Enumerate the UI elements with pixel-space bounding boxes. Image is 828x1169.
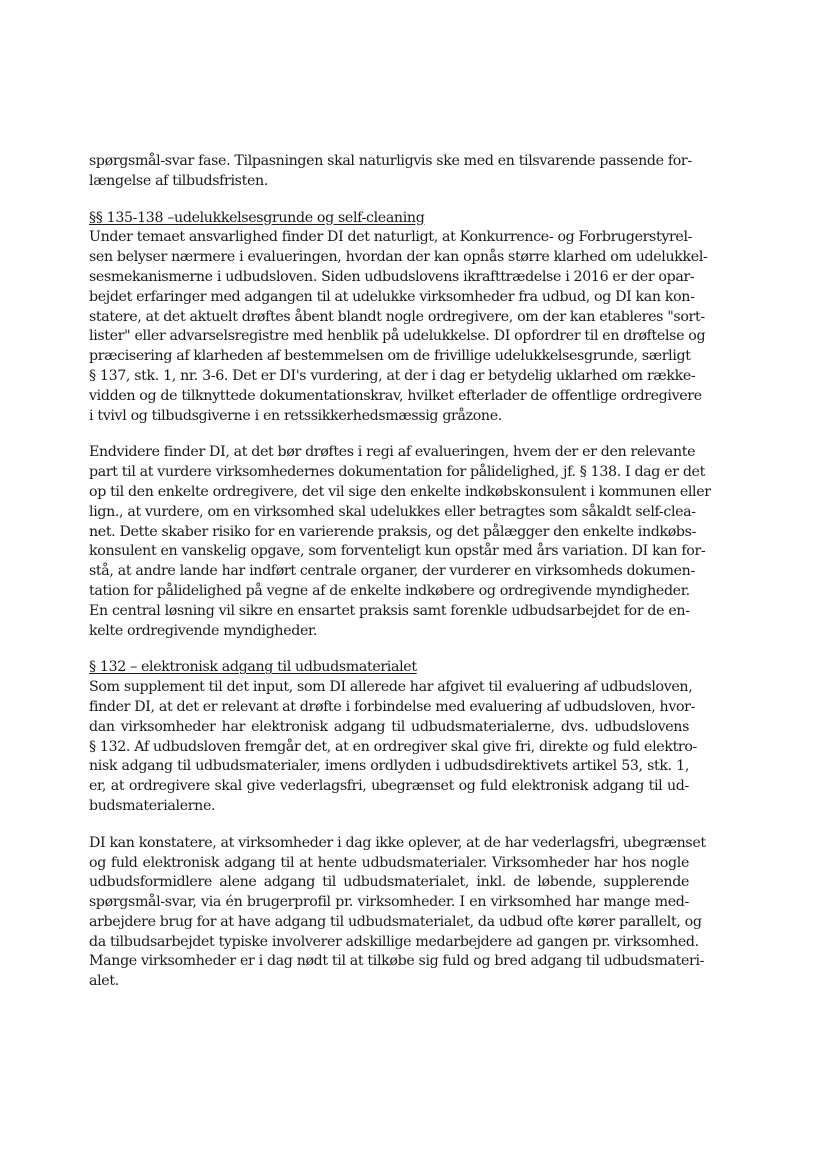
- text-line: Endvidere finder DI, at det bør drøftes i regi af evalueringen, hvem der er den relevante: [89, 444, 696, 461]
- text-line: da tilbudsarbejdet typiske involverer adskillige medarbejdere ad gangen pr. virksomhed.: [89, 933, 699, 950]
- text-line: i tvivl og tilbudsgiverne i en retssikkerhedsmæssig gråzone.: [89, 407, 502, 424]
- text-line: Under temaet ansvarlighed finder DI det naturligt, at Konkurrence- og Forbrugerstyrel-: [89, 229, 693, 246]
- text-line: kelte ordregivende myndigheder.: [89, 622, 318, 639]
- text-line: alet.: [89, 973, 119, 990]
- text-line: er, at ordregivere skal give vederlagsfri, ubegrænset og fuld elektronisk adgang til ud-: [89, 778, 689, 795]
- section-1-paragraph-1: [89, 228, 708, 426]
- text-line: § 137, stk. 1, nr. 3-6. Det er DI's vurdering, at der i dag er betydelig uklarhed om række-: [89, 367, 696, 384]
- text-line: præcisering af klarheden af bestemmelsen om de frivillige udelukkelsesgrunde, særligt: [89, 348, 691, 365]
- text-line: og fuld elektronisk adgang til at hente udbudsmaterialer. Virksomheder har hos nogle: [89, 854, 689, 871]
- text-line: arbejdere brug for at have adgang til udbudsmaterialet, da udbud ofte kører parallelt, og: [89, 913, 702, 930]
- section-heading-elektronisk-adgang: § 132 – elektronisk adgang til udbudsmaterialet: [89, 659, 417, 676]
- text-line: En central løsning vil sikre en ensartet praksis samt forenkle udbudsarbejdet for de en-: [89, 602, 690, 619]
- text-line: Mange virksomheder er i dag nødt til at tilkøbe sig fuld og bred adgang til udbudsmateri-: [89, 953, 705, 970]
- text-line: finder DI, at det er relevant at drøfte i forbindelse med evaluering af udbudsloven, hvor-: [89, 698, 696, 715]
- text-line: spørgsmål-svar fase. Tilpasningen skal naturligvis ske med en tilsvarende passende for-: [89, 153, 692, 169]
- text-line: statere, at det aktuelt drøftes åbent blandt nogle ordregivere, om der kan etableres "sort-: [89, 308, 705, 325]
- text-line: § 132. Af udbudsloven fremgår det, at en ordregiver skal give fri, direkte og fuld elektro-: [89, 738, 697, 755]
- text-line: net. Dette skaber risiko for en varierende praksis, og det pålægger den enkelte indkøbs-: [89, 523, 697, 540]
- text-line: Som supplement til det input, som DI allerede har afgivet til evaluering af udbudsloven,: [89, 679, 693, 696]
- text-line: sen belyser nærmere i evalueringen, hvordan der kan opnås større klarhed om udelukkel-: [89, 249, 708, 266]
- document-page: [89, 152, 711, 992]
- text-line: lign., at vurdere, om en virksomhed skal udelukkes eller betragtes som såkaldt self-clea-: [89, 503, 696, 520]
- section-2-paragraph-2: [89, 834, 706, 992]
- text-line: dan virksomheder har elektronisk adgang til udbudsmaterialerne, dvs. udbudslovens: [89, 718, 689, 735]
- text-line: tation for pålidelighed på vegne af de enkelte indkøbere og ordregivende myndigheder.: [89, 582, 690, 599]
- intro-paragraph: [89, 152, 692, 192]
- text-line: DI kan konstatere, at virksomheder i dag ikke oplever, at de har vederlagsfri, ubegrænset: [89, 834, 706, 851]
- text-line: op til den enkelte ordregivere, det vil sige den enkelte indkøbskonsulent i kommunen eller: [89, 483, 711, 500]
- section-1-paragraph-2: [89, 443, 711, 641]
- text-line: budsmaterialerne.: [89, 797, 216, 814]
- text-line: længelse af tilbudsfristen.: [89, 172, 268, 189]
- paragraph-gap: [89, 817, 689, 834]
- paragraph-gap: [89, 192, 689, 209]
- text-line: stå, at andre lande har indført centrale organer, der vurderer en virksomheds dokumen-: [89, 563, 695, 580]
- text-line: bejdet erfaringer med adgangen til at udelukke virksomheder fra udbud, og DI kan kon-: [89, 288, 695, 305]
- text-line: spørgsmål-svar, via én brugerprofil pr. virksomheder. I en virksomhed har mange med-: [89, 894, 689, 911]
- text-line: part til at vurdere virksomhedernes dokumentation for pålidelighed, jf. § 138. I dag er det: [89, 464, 705, 481]
- paragraph-gap: [89, 426, 689, 443]
- text-line: udbudsformidlere alene adgang til udbudsmaterialet, inkl. de løbende, supplerende: [89, 874, 689, 891]
- text-line: nisk adgang til udbudsmaterialer, imens ordlyden i udbudsdirektivets artikel 53, stk. 1,: [89, 758, 689, 775]
- section-heading-udelukkelsesgrunde: §§ 135-138 –udelukkelsesgrunde og self-cleaning: [89, 209, 425, 226]
- text-line: vidden og de tilknyttede dokumentationskrav, hvilket efterlader de offentlige ordregivere: [89, 387, 702, 404]
- text-line: lister" eller advarselsregistre med henblik på udelukkelse. DI opfordrer til en drøftelse og: [89, 328, 706, 345]
- section-2-paragraph-1: [89, 678, 697, 817]
- paragraph-gap: [89, 641, 689, 658]
- text-line: sesmekanismerne i udbudsloven. Siden udbudslovens ikrafttrædelse i 2016 er der opar-: [89, 268, 695, 285]
- text-line: konsulent en vanskelig opgave, som forventeligt kun opstår med års variation. DI kan for-: [89, 543, 706, 560]
